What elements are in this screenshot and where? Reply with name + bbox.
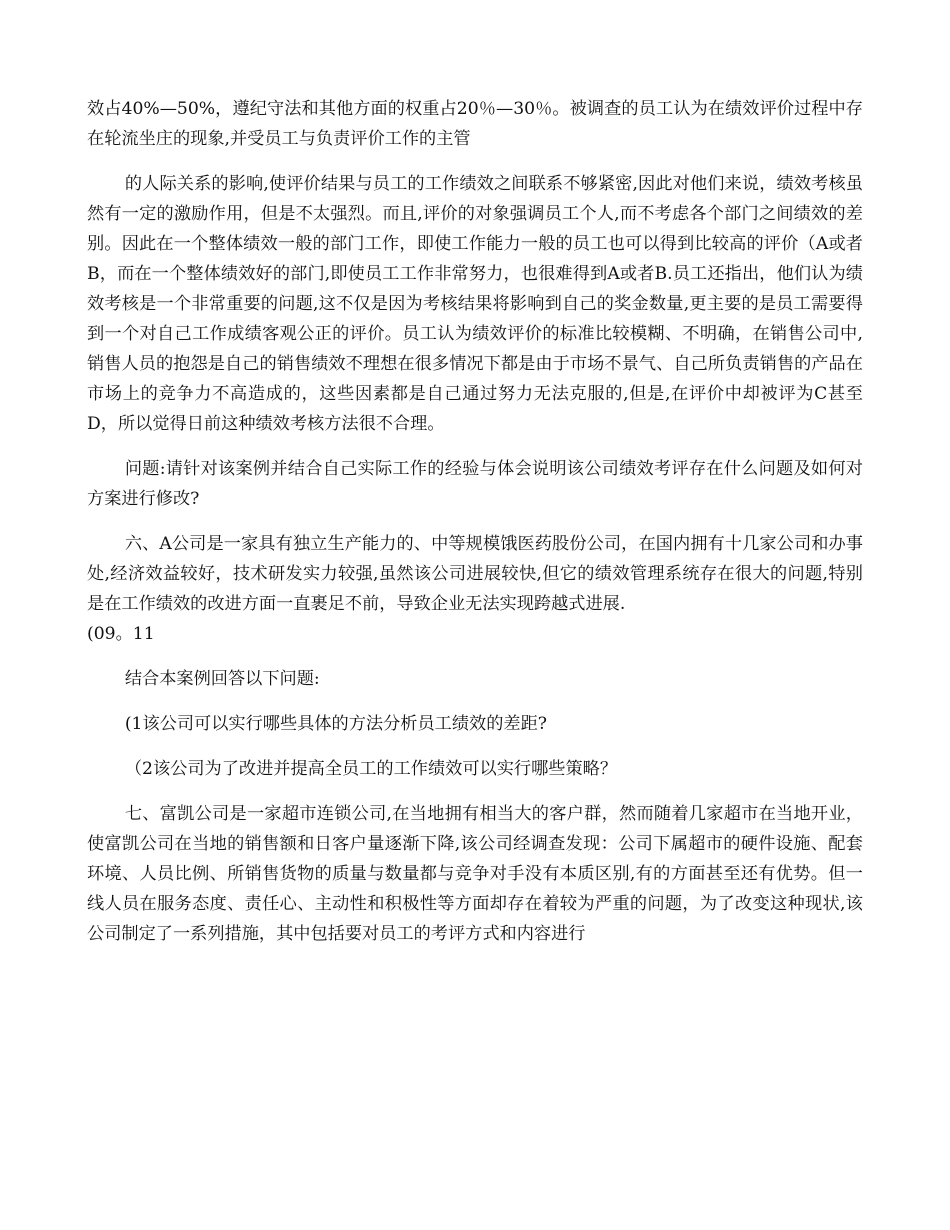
paragraph-question-two: （2该公司为了改进并提高全员工的工作绩效可以实行哪些策略？ (124, 759, 618, 779)
document-page (87, 94, 863, 949)
paragraph-question-one: (1该公司可以实行哪些具体的方法分析员工绩效的差距? (124, 714, 547, 734)
paragraph-employee-complaints: 的人际关系的影响,使评价结果与员工的工作绩效之间联系不够紧密,因此对他们来说，绩效考核虽然有一定的激励作用，但是不太强烈。而且,评价的对象强调员工个人,而不考虑各个部门之间绩效的差别。因此在一个整体绩效一般的部门工作，即使工作能力一般的员工也可以得到比较高的评价（A或者B，而在一个整体绩效好的部门,即使员工工作非常努力，也很难得到A或者B.员工还指出，他们认为绩效考核是一个非常重要的问题,这不仅是因为考核结果将影响到自己的奖金数量,更主要的是员工需要得到一个对自己工作成绩客观公正的评价。员工认为绩效评价的标准比较模糊、不明确，在销售公司中,销售人员的抱怨是自己的销售绩效不理想在很多情况下都是由于市场不景气、自己所负责销售的产品在市场上的竞争力不高造成的，这些因素都是自己通过努力无法克服的,但是,在评价中却被评为C甚至D，所以觉得日前这种绩效考核方法很不合理。 (87, 174, 863, 434)
paragraph-continuation: 效占40%—50%，遵纪守法和其他方面的权重占20％—30％。被调查的员工认为在绩效评价过程中存在轮流坐庄的现象,并受员工与负责评价工作的主管 (87, 99, 863, 149)
paragraph-case-six: 六、A公司是一家具有独立生产能力的、中等规模饿医药股份公司，在国内拥有十几家公司和办事处,经济效益较好，技术研发实力较强,虽然该公司进展较快,但它的绩效管理系统存在很大的问题,特别是在工作绩效的改进方面一直裹足不前，导致企业无法实现跨越式进展. (87, 534, 863, 614)
paragraph-date-note: (09。11 (87, 624, 155, 644)
paragraph-case-seven: 七、富凯公司是一家超市连锁公司,在当地拥有相当大的客户群，然而随着几家超市在当地开业，使富凯公司在当地的销售额和日客户量逐渐下降,该公司经调查发现：公司下属超市的硬件设施、配套环境、人员比例、所销售货物的质量与数量都与竞争对手没有本质区别,有的方面甚至还有优势。但一线人员在服务态度、责任心、主动性和积极性等方面却存在着较为严重的问题，为了改变这种现状,该公司制定了一系列措施，其中包括要对员工的考评方式和内容进行 (87, 804, 863, 944)
paragraph-question-five: 问题:请针对该案例并结合自己实际工作的经验与体会说明该公司绩效考评存在什么问题及如何对方案进行修改? (87, 459, 863, 509)
paragraph-answer-prompt: 结合本案例回答以下问题: (124, 669, 320, 689)
